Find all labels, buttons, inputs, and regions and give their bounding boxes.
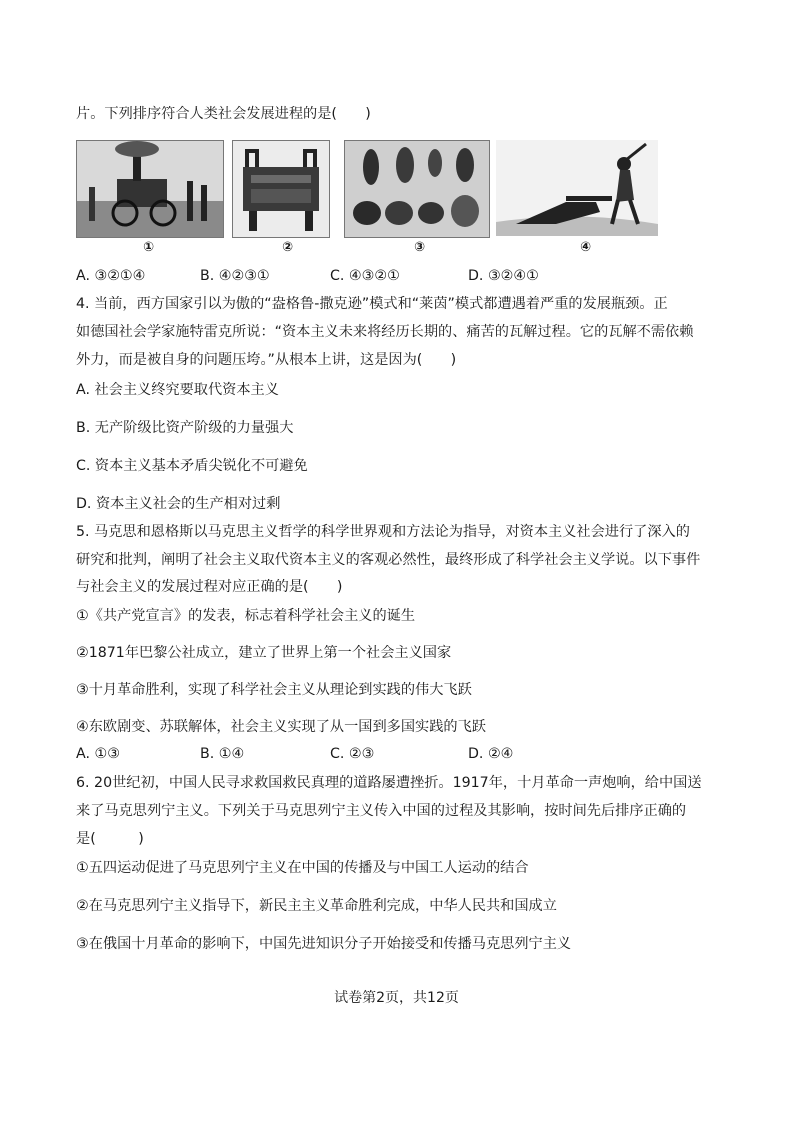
q6-stem-line-1: 6. 20世纪初，中国人民寻求救国救民真理的道路屡遭挫折。1917年，十月革命一声炮响，给中国送 bbox=[76, 775, 702, 791]
figure-label-4: ④ bbox=[580, 240, 592, 255]
figure-label-2: ② bbox=[282, 240, 294, 255]
q5-item-3: ③十月革命胜利，实现了科学社会主义从理论到实践的伟大飞跃 bbox=[76, 682, 472, 698]
q5-option-d[interactable]: D. ②④ bbox=[468, 746, 514, 762]
steam-machine-image bbox=[77, 141, 223, 237]
page-footer: 试卷第2页，共12页 bbox=[334, 990, 459, 1006]
figure-label-1: ① bbox=[143, 240, 155, 255]
figure-3-stone-tools bbox=[344, 140, 490, 238]
q4-stem-line-2: 如德国社会学家施特雷克所说：“资本主义未来将经历长期的、痛苦的瓦解过程。它的瓦解不需依赖 bbox=[76, 324, 694, 340]
q4-option-b[interactable]: B. 无产阶级比资产阶级的力量强大 bbox=[76, 420, 294, 436]
q3-options bbox=[76, 268, 539, 284]
q5-item-4: ④东欧剧变、苏联解体，社会主义实现了从一国到多国实践的飞跃 bbox=[76, 719, 486, 735]
q5-options bbox=[76, 746, 513, 762]
q5-option-a[interactable]: A. ①③ bbox=[76, 746, 120, 762]
q3-option-c[interactable]: C. ④③②① bbox=[330, 268, 400, 284]
figure-4-iron-plough bbox=[496, 140, 658, 236]
q6-item-2: ②在马克思列宁主义指导下，新民主主义革命胜利完成，中华人民共和国成立 bbox=[76, 898, 557, 914]
q5-stem-line-1: 5. 马克思和恩格斯以马克思主义哲学的科学世界观和方法论为指导，对资本主义社会进行了深入的 bbox=[76, 524, 690, 540]
q4-option-a[interactable]: A. 社会主义终究要取代资本主义 bbox=[76, 382, 279, 398]
q6-item-1: ①五四运动促进了马克思列宁主义在中国的传播及与中国工人运动的结合 bbox=[76, 860, 529, 876]
stone-tools-image bbox=[345, 141, 489, 237]
q5-item-2: ②1871年巴黎公社成立，建立了世界上第一个社会主义国家 bbox=[76, 645, 452, 661]
q5-stem-line-3: 与社会主义的发展过程对应正确的是( ) bbox=[76, 579, 343, 595]
iron-plough-image bbox=[496, 140, 658, 236]
figure-1-steam-machine bbox=[76, 140, 224, 238]
q5-option-b[interactable]: B. ①④ bbox=[200, 746, 245, 762]
q6-item-3: ③在俄国十月革命的影响下，中国先进知识分子开始接受和传播马克思列宁主义 bbox=[76, 936, 572, 952]
q6-stem-line-3: 是( ) bbox=[76, 831, 144, 847]
q5-option-c[interactable]: C. ②③ bbox=[330, 746, 375, 762]
figure-label-3: ③ bbox=[414, 240, 426, 255]
q5-stem-line-2: 研究和批判，阐明了社会主义取代资本主义的客观必然性，最终形成了科学社会主义学说。以下事件 bbox=[76, 552, 701, 568]
q5-item-1: ①《共产党宣言》的发表，标志着科学社会主义的诞生 bbox=[76, 608, 416, 624]
q4-stem-line-3: 外力，而是被自身的问题压垮。”从根本上讲，这是因为( ) bbox=[76, 352, 457, 368]
q3-stem: 片。下列排序符合人类社会发展进程的是( ) bbox=[76, 106, 371, 122]
q6-stem-line-2: 来了马克思列宁主义。下列关于马克思列宁主义传入中国的过程及其影响，按时间先后排序正确的 bbox=[76, 803, 687, 819]
q3-option-b[interactable]: B. ④②③① bbox=[200, 268, 270, 284]
q3-option-a[interactable]: A. ③②①④ bbox=[76, 268, 146, 284]
q4-option-c[interactable]: C. 资本主义基本矛盾尖锐化不可避免 bbox=[76, 458, 308, 474]
q3-option-d[interactable]: D. ③②④① bbox=[468, 268, 539, 284]
bronze-cauldron-image bbox=[233, 141, 329, 237]
figure-2-bronze-cauldron bbox=[232, 140, 330, 238]
q4-option-d[interactable]: D. 资本主义社会的生产相对过剩 bbox=[76, 496, 281, 512]
q4-stem-line-1: 4. 当前，西方国家引以为傲的“盎格鲁-撒克逊”模式和“莱茵”模式都遭遇着严重的发展瓶颈。正 bbox=[76, 296, 668, 312]
